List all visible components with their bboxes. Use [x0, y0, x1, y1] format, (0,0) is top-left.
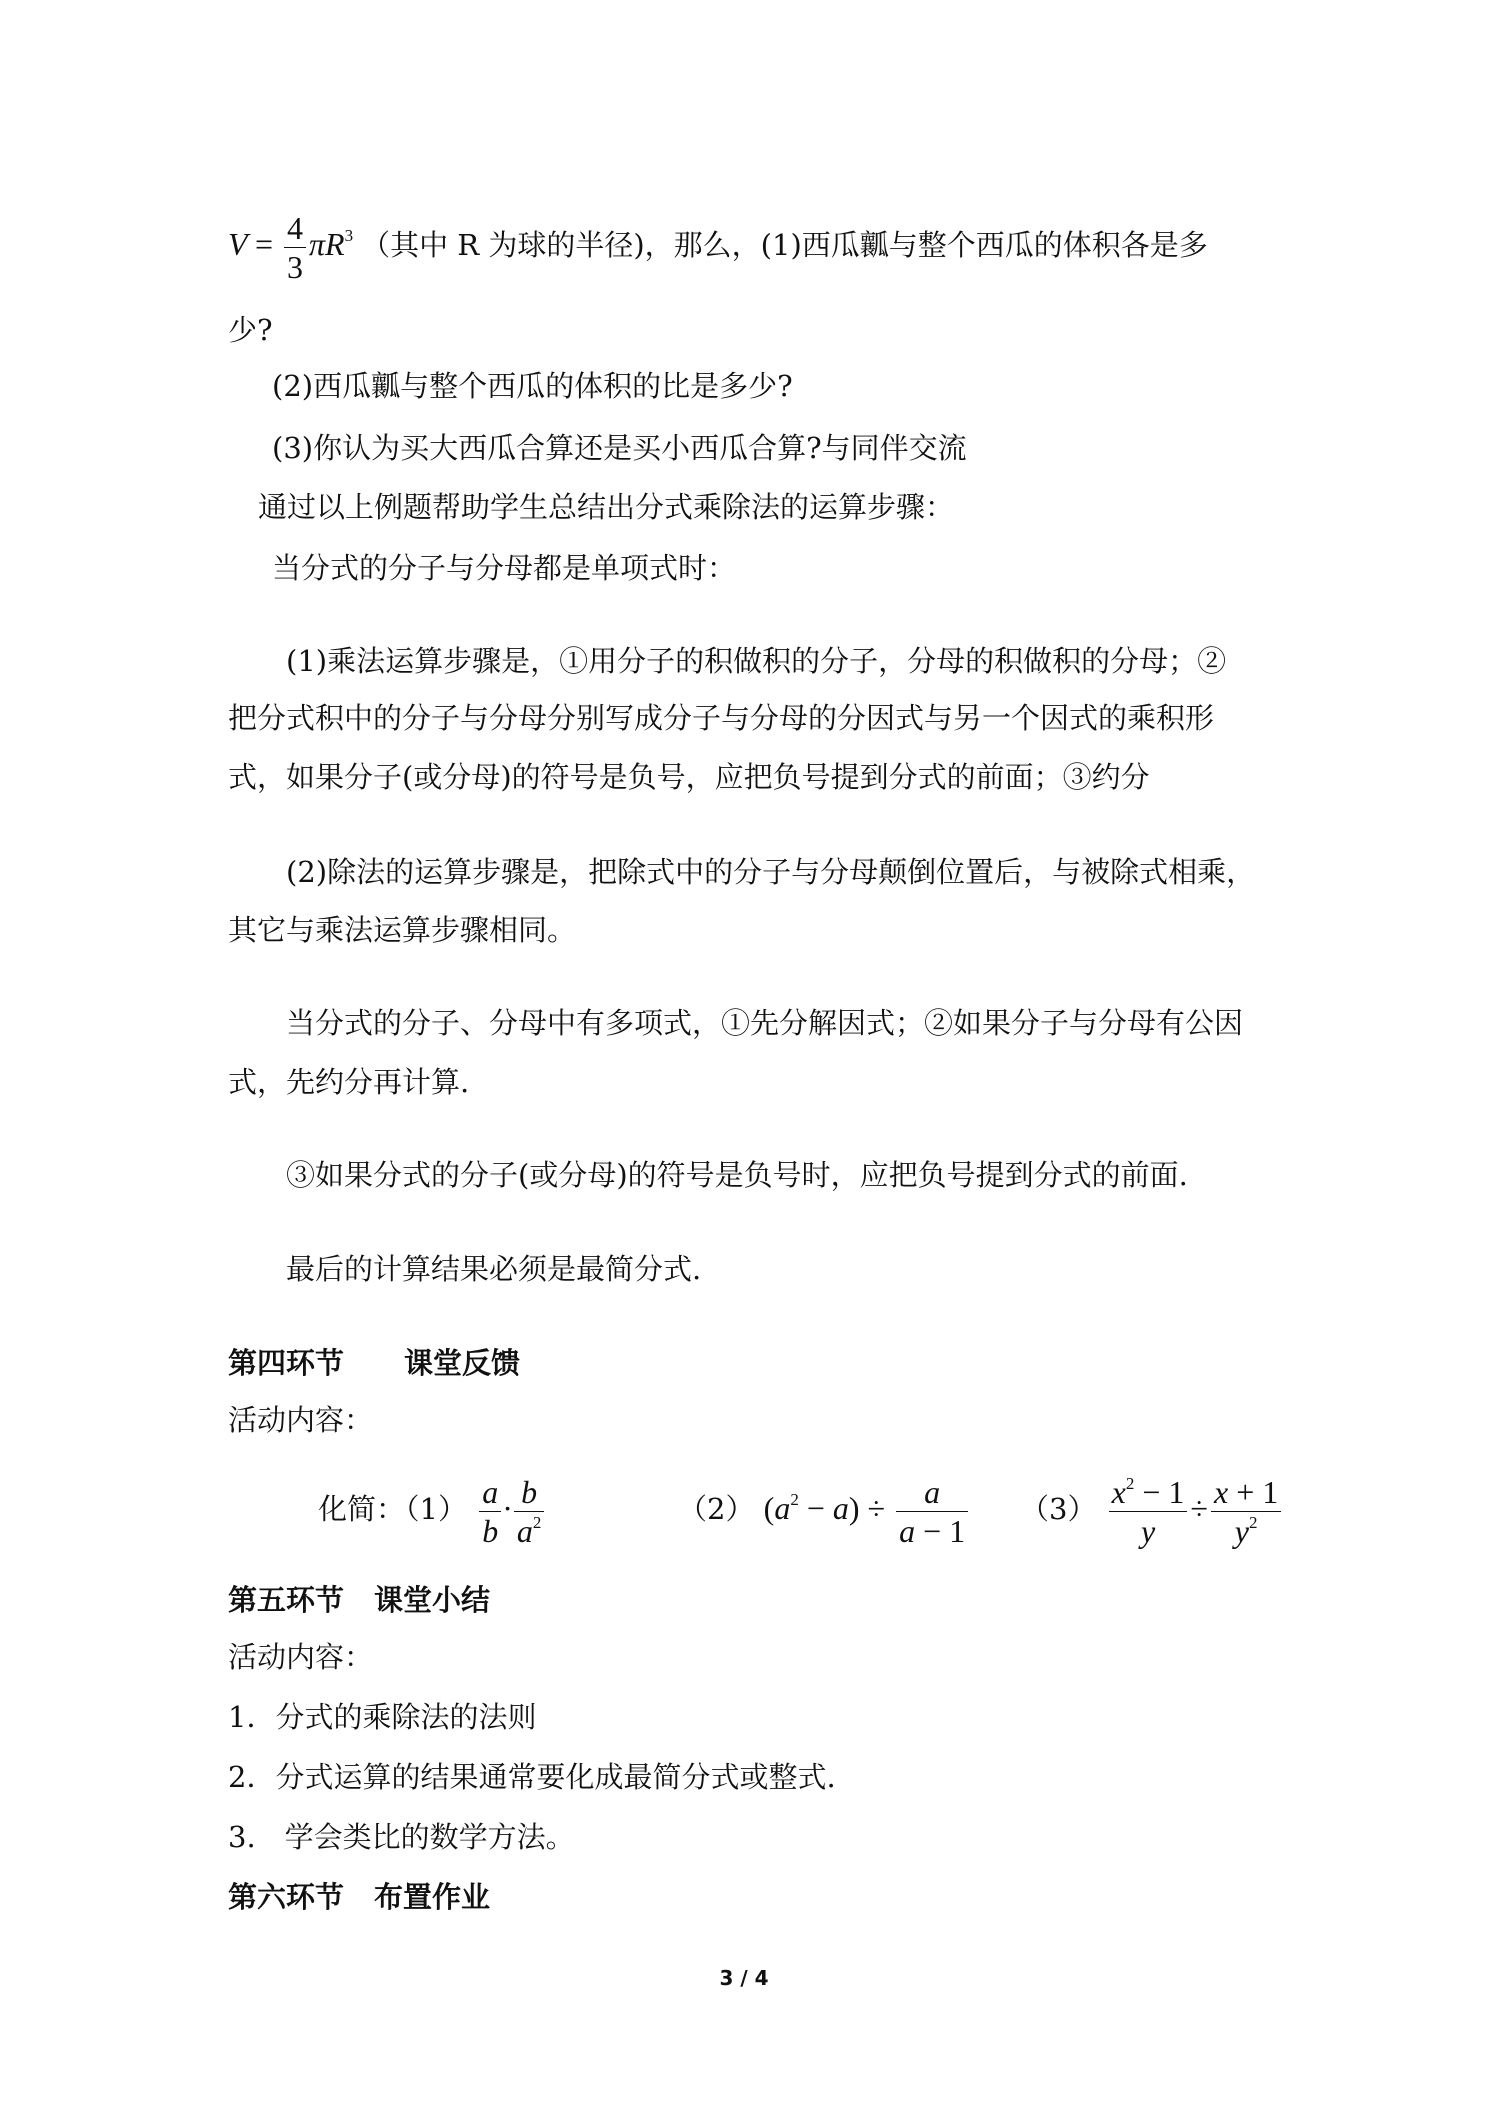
volume-formula-line — [228, 208, 1208, 286]
paragraph-line: ③如果分式的分子(或分母)的符号是负号时，应把负号提到分式的前面. — [286, 1158, 1188, 1192]
text-line: 当分式的分子与分母都是单项式时： — [272, 551, 737, 585]
exercise-row: （3） $\frac{x^2 - 1}{y}$ ÷ $\frac{x + 1}{y^2}$ — [1020, 1468, 1284, 1550]
text-line: (3)你认为买大西瓜合算还是买小西瓜合算?与同伴交流 — [272, 431, 967, 465]
exercise-1-expression: $\frac{a}{b}$ · $\frac{b}{a^2}$ — [476, 1490, 547, 1526]
section-heading: 第四环节 课堂反馈 — [228, 1346, 521, 1380]
paragraph-line: 最后的计算结果必须是最简分式. — [286, 1252, 702, 1286]
paragraph-line: 其它与乘法运算步骤相同。 — [228, 913, 577, 947]
section-heading: 第五环节 课堂小结 — [228, 1583, 491, 1617]
formula-explanation: （其中 R 为球的半径)，那么，(1)西瓜瓤与整个西瓜的体积各是多 — [361, 228, 1208, 262]
exercise-row: （2） $(a^2 - a)$ ÷ $\frac{a}{a - 1}$ — [678, 1468, 971, 1550]
list-item: 1．分式的乘除法的法则 — [228, 1700, 537, 1734]
paragraph-line: 把分式积中的分子与分母分别写成分子与分母的分因式与另一个因式的乘积形 — [228, 701, 1215, 735]
text-line: 少? — [228, 313, 273, 347]
text-line: (2)西瓜瓤与整个西瓜的体积的比是多少? — [272, 369, 793, 403]
exercise-2-expression: $(a^2 - a)$ ÷ $\frac{a}{a - 1}$ — [764, 1490, 971, 1526]
activity-label: 活动内容： — [228, 1403, 374, 1437]
page-number: 3 / 4 — [719, 1966, 769, 1990]
paragraph-line: 当分式的分子、分母中有多项式，①先分解因式；②如果分子与分母有公因 — [286, 1006, 1244, 1040]
paragraph-line: 式，如果分子(或分母)的符号是负号，应把负号提到分式的前面；③约分 — [228, 760, 1150, 794]
volume-formula: V = $\frac{4}{3}$ $\pi R^3$ — [228, 210, 354, 286]
exercise-row: 化简：（1） $\frac{a}{b}$ · $\frac{b}{a^2}$ — [318, 1468, 547, 1550]
paragraph-line: (1)乘法运算步骤是，①用分子的积做积的分子，分母的积做积的分母；② — [286, 644, 1227, 678]
section-heading: 第六环节 布置作业 — [228, 1880, 491, 1914]
four-thirds-fraction: $\frac{4}{3}$ — [284, 209, 306, 286]
exercise-3-expression: $\frac{x^2 - 1}{y}$ ÷ $\frac{x + 1}{y^2}$ — [1106, 1490, 1285, 1526]
list-item: 2．分式运算的结果通常要化成最简分式或整式. — [228, 1760, 836, 1794]
text-line: 通过以上例题帮助学生总结出分式乘除法的运算步骤： — [258, 490, 955, 524]
paragraph-line: (2)除法的运算步骤是，把除式中的分子与分母颠倒位置后，与被除式相乘， — [286, 855, 1256, 889]
paragraph-line: 式，先约分再计算. — [228, 1065, 470, 1099]
list-item: 3. 学会类比的数学方法。 — [228, 1820, 575, 1854]
activity-label: 活动内容： — [228, 1640, 374, 1674]
